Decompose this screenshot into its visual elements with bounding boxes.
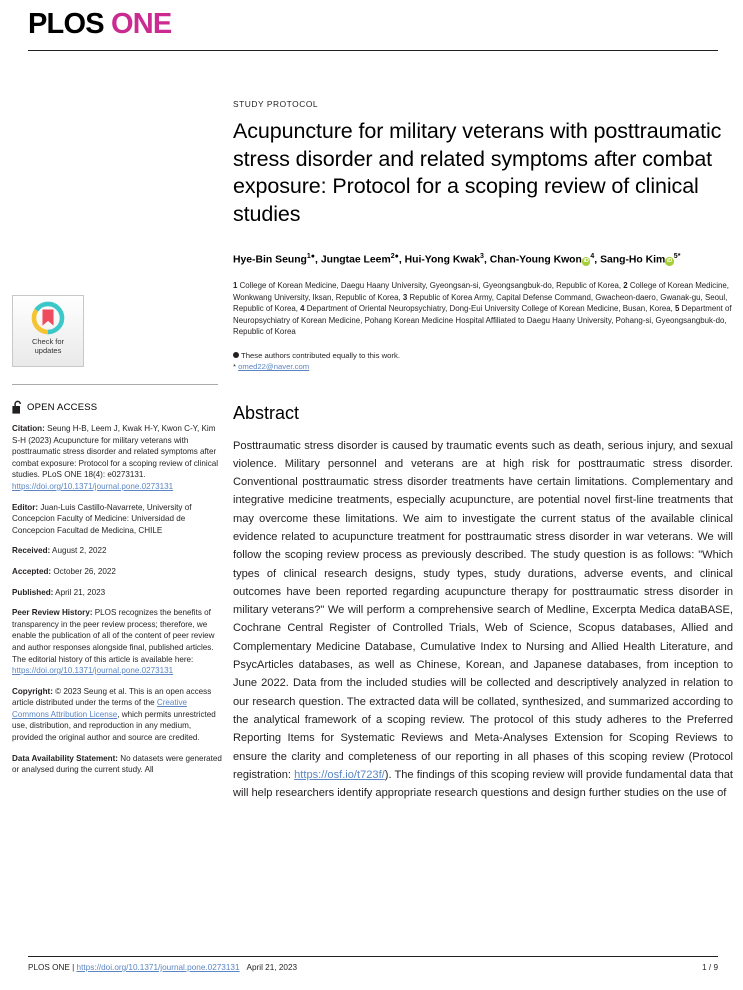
published-date: April 21, 2023	[53, 587, 106, 597]
crossmark-badge[interactable]	[12, 295, 84, 367]
citation-text: Seung H-B, Leem J, Kwak H-Y, Kwon C-Y, Kim S-H (2023) Acupuncture for military veterans with posttraumatic stress disorder and related symptoms after combat exposure: Protocol for a scoping review of clinical studies. PLoS ONE 18(4): e0273131.	[12, 424, 219, 480]
sidebar-divider	[12, 384, 218, 385]
footer-citation	[28, 963, 297, 972]
logo-plos-text: PLOS	[28, 8, 104, 40]
corresponding-star: *	[233, 362, 236, 371]
peer-review-label: Peer Review History:	[12, 608, 93, 618]
affiliation-text: Department of Neuropsychiatry of Korean Medicine, Pohang Korean Medicine Hospital Affiliated to Daegu Haany University, Pohang-si, Gyeongsangbuk-do, Republic of Korea	[233, 304, 732, 337]
editor-block	[12, 502, 224, 537]
affiliation-text: Republic of Korea Army, Capital Defense Command, Gwacheon-daero, Gwanak-gu, Seoul, Republic of Korea	[233, 292, 728, 314]
abstract-heading: Abstract	[233, 402, 300, 423]
author-affiliation-marker: 1●	[306, 253, 316, 260]
crossmark-label	[32, 337, 64, 355]
page-footer	[28, 956, 718, 972]
accepted-label: Accepted:	[12, 566, 52, 576]
masthead-divider	[28, 50, 718, 51]
osf-registration-link[interactable]: https://osf.io/t723f/	[294, 768, 385, 781]
published-label: Published:	[12, 587, 54, 597]
author-name: Jungtae Leem	[320, 254, 391, 266]
copyright-block	[12, 686, 224, 744]
published-block	[12, 587, 224, 599]
crossmark-icon	[31, 301, 65, 335]
copyright-label: Copyright:	[12, 686, 53, 696]
cc-license-link[interactable]: Creative Commons Attribution License	[12, 698, 188, 719]
author-affiliation-marker: 4	[590, 253, 595, 260]
corresponding-email-link[interactable]: omed22@naver.com	[238, 362, 310, 371]
crossmark-label-line2: updates	[34, 346, 62, 355]
contribution-note	[233, 350, 733, 373]
affiliation-text: College of Korean Medicine, Daegu Haany University, Gyeongsan-si, Gyeongsangbuk-do, Republic of Korea	[239, 281, 619, 291]
footer-journal-name: PLOS ONE |	[28, 963, 75, 972]
copyright-text-after: , which permits unrestricted use, distribution, and reproduction in any medium, provided the original author and source are credited.	[12, 709, 216, 743]
orcid-icon[interactable]: iD	[666, 258, 673, 265]
data-availability-block	[12, 753, 224, 776]
open-access-banner	[12, 400, 224, 414]
author-affiliation-marker: 5	[673, 253, 678, 260]
accepted-block	[12, 566, 224, 578]
footer-divider	[28, 956, 718, 957]
peer-review-text: PLOS recognizes the benefits of transparency in the peer review process; therefore, we enable the publication of all of the content of peer review and author responses alongside final, published articles. The editorial history of this article is available here:	[12, 608, 215, 664]
citation-block	[12, 423, 224, 493]
abstract-text-part1: Posttraumatic stress disorder is caused by traumatic events such as death, serious injury, and sexual violence. Military personnel and veterans are at high risk for posttraumatic stress disorder. Conventional posttraumatic stress disorder treatments have certain limitations. Complementary and integrative medicine treatments, especially acupuncture, are potential novel first-line treatments that may overcome these limitations. We aim to investigate the current status of the available clinical evidence related to acupuncture treatment for posttraumatic stress disorder in war veterans. We will follow the scoping review process as previously described. The study question is as follows: "Which types of clinical research designs, study types, study durations, adverse events, and clinical outcomes have been reported regarding acupuncture therapy for posttraumatic stress disorder in military veterans?" We will perform a comprehensive search of Medline, Excerpta Medica dataBASE, Cochrane Central Register of Controlled Trials, Web of Science, Scopus databases, Allied and Complementary Medicine Database, Cumulative Index to Nursing and Allied Health Literature, and PsycArticles databases, as well as Chinese, Korean, and Japanese databases, from inception to June 2022. Data from the included studies will be collected and descriptively analyzed in relation to our research question. The extracted data will be collated, synthesized, and summarized according to the analytical framework of a scoping review. The protocol of this study adheres to the Preferred Reporting Items for Systematic Reviews and Meta-Analyses Extension for Scoping Reviews to ensure the clarity and completeness of our reporting in all phases of this scoping review (Protocol registration:	[233, 439, 733, 781]
footer-date: April 21, 2023	[246, 963, 298, 972]
citation-doi-link[interactable]: https://doi.org/10.1371/journal.pone.0273131	[12, 481, 174, 491]
peer-review-block	[12, 607, 224, 677]
author-name: Sang-Ho Kim	[600, 254, 666, 266]
citation-label: Citation:	[12, 424, 45, 433]
article-type-kicker: STUDY PROTOCOL	[233, 99, 319, 109]
author-affiliation-marker: 3	[480, 253, 484, 260]
crossmark-label-line1: Check for	[31, 337, 65, 346]
affiliation-list: 1 College of Korean Medicine, Daegu Haany University, Gyeongsan-si, Gyeongsangbuk-do, Republic of Korea, 2 College of Korean Medicine, Wonkwang University, Iksan, Republic of Korea, 3 Republic of Korea Army, Capital Defense Command, Gwacheon-daero, Gwanak-gu, Seoul, Republic of Korea, 4 Department of Oriental Neuropsychiatry, Dong-Eui University College of Korean Medicine, Busan, Korea, 5 Department of Neuropsychiatry of Korean Medicine, Pohang Korean Medicine Hospital Affiliated to Daegu Haany University, Pohang-si, Gyeongsangbuk-do, Republic of Korea	[233, 281, 732, 337]
plos-one-logo[interactable]	[28, 10, 718, 39]
logo-one-text: ONE	[111, 8, 172, 40]
equal-contribution-icon	[233, 352, 239, 358]
footer-doi-link[interactable]: https://doi.org/10.1371/journal.pone.0273131	[76, 963, 240, 972]
footer-page-number: 1 / 9	[702, 963, 718, 972]
open-access-label: OPEN ACCESS	[27, 401, 98, 413]
data-availability-label: Data Availability Statement:	[12, 753, 118, 763]
accepted-date: October 26, 2022	[51, 566, 116, 576]
affiliation-text: College of Korean Medicine, Wonkwang University, Iksan, Republic of Korea	[233, 281, 729, 302]
masthead	[28, 10, 718, 51]
editor-label: Editor:	[12, 502, 39, 512]
corresponding-author-marker: *	[677, 253, 681, 260]
abstract-text-part2: ). The findings of this scoping review will provide fundamental data that will help researchers identify appropriate research questions and design further studies on the use of	[233, 768, 733, 800]
received-label: Received:	[12, 546, 51, 556]
affiliation-number: 1	[233, 281, 238, 291]
data-availability-text: No datasets were generated or analysed during the current study. All	[12, 753, 222, 775]
affiliation-number: 2	[623, 281, 628, 291]
editor-text: Juan-Luis Castillo-Navarrete, University of Concepcion Faculty of Medicine: Universidad de Concepcion Facultad de Medicina, CHILE	[12, 502, 192, 535]
equal-contribution-text: These authors contributed equally to this work.	[241, 350, 400, 360]
page-title: Acupuncture for military veterans with posttraumatic stress disorder and related symptoms after combat exposure: Protocol for a scoping review of clinical studies	[233, 119, 722, 226]
author-name: Chan-Young Kwon	[489, 254, 582, 266]
author-list: Hye-Bin Seung$^{1●}$, Jungtae Leem$^{2●}$, Hui-Yong Kwak$^3$, Chan-Young Kwon $iD^4$, Sang-Ho Kim $iD^{5*}$	[233, 253, 681, 266]
article-content	[233, 99, 733, 802]
peer-review-link[interactable]: https://doi.org/10.1371/journal.pone.0273131	[12, 666, 174, 676]
affiliation-number: 5	[674, 304, 680, 314]
affiliation-number: 4	[300, 304, 305, 314]
received-block	[12, 545, 224, 557]
author-name: Hui-Yong Kwak	[404, 254, 481, 266]
abstract-body	[233, 437, 733, 803]
received-date: August 2, 2022	[50, 546, 107, 556]
affiliation-number: 3	[402, 292, 408, 302]
author-name: Hye-Bin Seung	[233, 254, 307, 266]
orcid-icon[interactable]: iD	[583, 258, 589, 265]
author-affiliation-marker: 2●	[390, 253, 399, 260]
affiliation-text: Department of Oriental Neuropsychiatry, Dong-Eui University College of Korean Medicine, Busan, Korea	[306, 304, 671, 314]
open-padlock-icon	[12, 400, 23, 414]
copyright-text-before: © 2023 Seung et al. This is an open access article distributed under the terms of the	[12, 686, 212, 708]
sidebar	[12, 295, 224, 785]
